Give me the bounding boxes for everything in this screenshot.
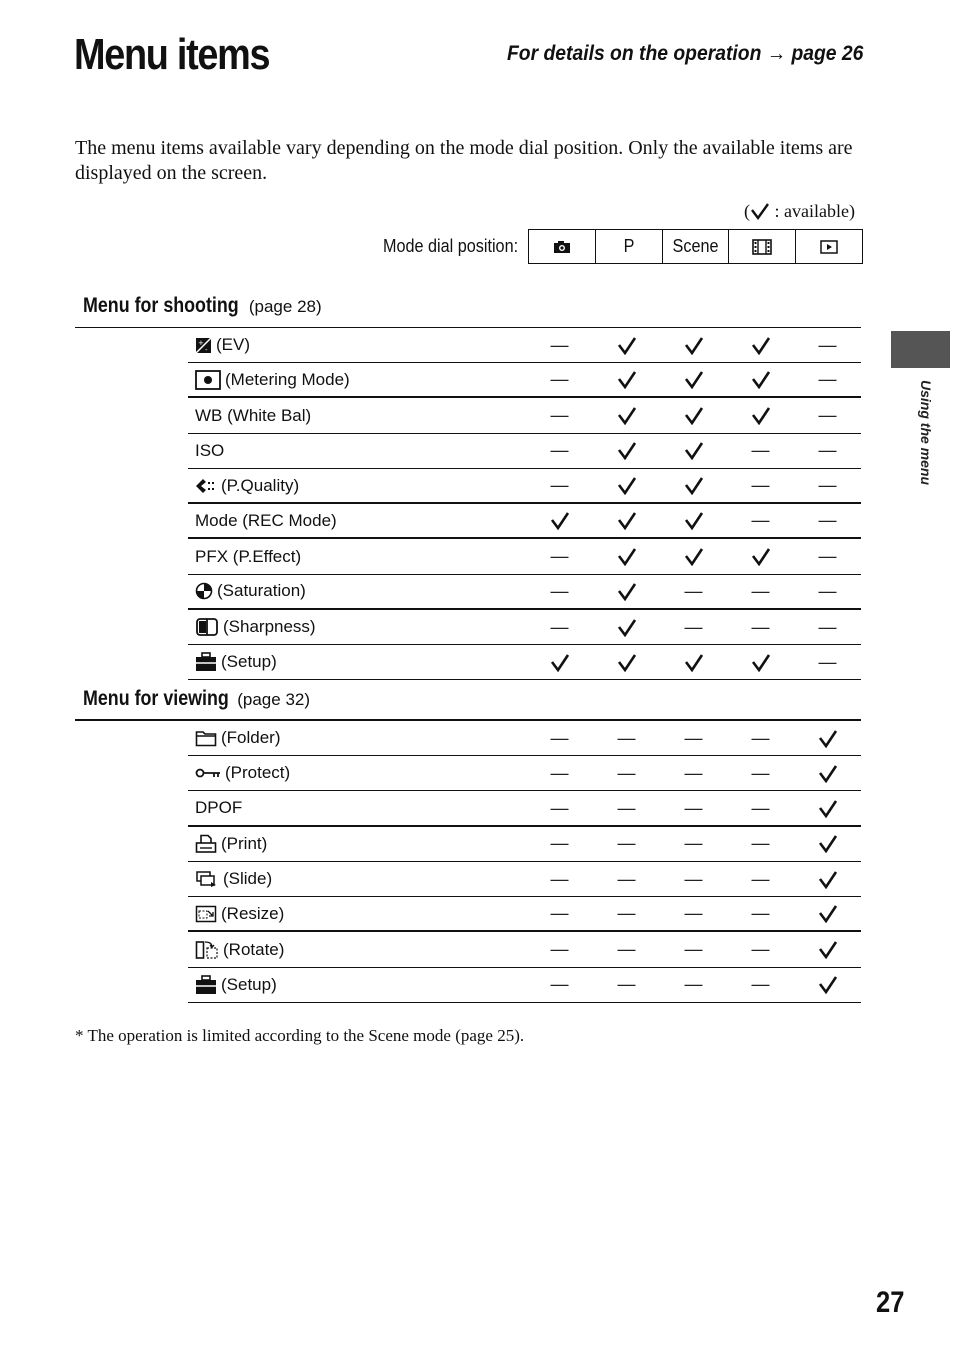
checkmark-icon — [617, 336, 637, 355]
table-row — [188, 328, 861, 363]
menu-item-name — [188, 904, 526, 924]
menu-item-name — [188, 728, 526, 748]
available-check — [727, 406, 794, 425]
unavailable-dash: — — [617, 903, 636, 924]
available-check — [593, 547, 660, 566]
unavailable-dash: — — [751, 580, 770, 601]
details-reference: For details on the operation → page 26 — [506, 42, 863, 65]
unavailable-dash: — — [617, 833, 636, 854]
unavailable-dash: — — [684, 727, 703, 748]
menu-item-label: (Saturation) — [217, 581, 306, 601]
table-row — [188, 792, 861, 827]
checkmark-icon — [617, 406, 637, 425]
table-row — [188, 399, 861, 434]
table-row — [188, 721, 861, 756]
menu-item-label: (Protect) — [225, 763, 291, 783]
available-check — [593, 618, 660, 637]
unavailable-dash: — — [617, 939, 636, 959]
slide-icon — [195, 870, 223, 888]
checkmark-icon — [818, 764, 838, 783]
quality-icon — [195, 477, 221, 495]
checkmark-icon — [617, 582, 637, 601]
protect-key-icon — [195, 767, 225, 779]
mode-position-movie — [728, 230, 795, 263]
available-check — [660, 336, 727, 355]
checkmark-icon — [818, 870, 838, 889]
unavailable-dash: — — [684, 762, 703, 783]
unavailable-dash: — — [751, 475, 770, 495]
unavailable-dash: — — [550, 797, 569, 818]
checkmark-icon — [750, 202, 770, 220]
checkmark-icon — [617, 370, 637, 389]
table-row — [188, 575, 861, 610]
available-check — [593, 441, 660, 460]
unavailable-dash: — — [751, 797, 770, 818]
print-icon — [195, 834, 221, 854]
available-check — [727, 336, 794, 355]
unavailable-dash: — — [550, 475, 569, 495]
unavailable-dash: — — [550, 616, 569, 637]
unavailable-dash: — — [550, 762, 569, 783]
table-row — [188, 827, 861, 862]
unavailable-dash: — — [550, 727, 569, 748]
menu-item-label: (Print) — [221, 833, 268, 853]
section-tab-label: Using the menu — [918, 380, 934, 486]
checkmark-icon — [684, 336, 704, 355]
menu-item-name — [188, 441, 526, 461]
unavailable-dash: — — [550, 369, 569, 390]
available-check — [794, 975, 861, 994]
menu-item-label: (Slide) — [223, 869, 273, 888]
checkmark-icon — [684, 653, 704, 672]
legend-open: ( — [744, 201, 751, 221]
menu-item-name — [188, 476, 526, 496]
menu-item-name — [188, 406, 526, 426]
unavailable-dash: — — [684, 797, 703, 818]
unavailable-dash: — — [550, 974, 569, 995]
setup-toolbox-icon — [195, 975, 221, 995]
viewing-menu-heading — [83, 687, 310, 711]
unavailable-dash: — — [751, 833, 770, 854]
unavailable-dash: — — [818, 334, 837, 355]
table-row — [188, 645, 861, 680]
unavailable-dash: — — [818, 651, 837, 672]
mode-position-auto — [529, 230, 595, 263]
playback-icon — [820, 240, 838, 254]
unavailable-dash: — — [818, 405, 837, 425]
checkmark-icon — [550, 511, 570, 530]
svg-text:+: + — [198, 338, 204, 347]
checkmark-icon — [818, 904, 838, 923]
menu-item-name — [188, 652, 526, 672]
available-check — [660, 547, 727, 566]
checkmark-icon — [751, 547, 771, 566]
unavailable-dash: — — [818, 546, 837, 566]
unavailable-dash: — — [684, 974, 703, 995]
table-row — [188, 756, 861, 791]
unavailable-dash: — — [751, 939, 770, 959]
menu-item-label: ISO — [195, 440, 225, 460]
unavailable-dash: — — [818, 616, 837, 637]
availability-legend — [744, 201, 855, 222]
available-check — [794, 904, 861, 923]
table-row — [188, 610, 861, 645]
available-check — [794, 870, 861, 889]
checkmark-icon — [684, 547, 704, 566]
mode-position-p — [595, 230, 662, 263]
unavailable-dash: — — [617, 974, 636, 995]
legend-text: : available) — [770, 201, 855, 221]
table-row — [188, 434, 861, 469]
checkmark-icon — [684, 441, 704, 460]
unavailable-dash: — — [818, 510, 837, 531]
page-number: 27 — [875, 1286, 904, 1319]
available-check — [794, 834, 861, 853]
menu-item-name — [188, 940, 526, 960]
menu-item-name — [188, 975, 526, 995]
unavailable-dash: — — [550, 440, 569, 461]
unavailable-dash: — — [550, 405, 569, 425]
ev-icon — [195, 337, 216, 354]
menu-item-label: (Rotate) — [223, 939, 285, 959]
menu-item-label: DPOF — [195, 798, 243, 817]
available-check — [660, 653, 727, 672]
available-check — [593, 653, 660, 672]
menu-item-label: (EV) — [216, 335, 250, 354]
svg-text:-: - — [205, 345, 208, 354]
available-check — [593, 582, 660, 601]
checkmark-icon — [818, 834, 838, 853]
checkmark-icon — [684, 406, 704, 425]
available-check — [593, 406, 660, 425]
mode-dial-label: Mode dial position: — [383, 236, 519, 256]
unavailable-dash: — — [684, 939, 703, 959]
available-check — [660, 441, 727, 460]
footnote: * The operation is limited according to the Scene mode (page 25). — [75, 1026, 525, 1045]
table-row — [188, 897, 861, 932]
unavailable-dash: — — [617, 727, 636, 748]
unavailable-dash: — — [684, 868, 703, 889]
unavailable-dash: — — [751, 868, 770, 889]
checkmark-icon — [751, 370, 771, 389]
checkmark-icon — [818, 975, 838, 994]
checkmark-icon — [751, 406, 771, 425]
camera-icon — [553, 240, 571, 254]
unavailable-dash: — — [550, 546, 569, 566]
unavailable-dash: — — [684, 903, 703, 924]
available-check — [593, 476, 660, 495]
movie-film-icon — [752, 239, 772, 255]
checkmark-icon — [818, 799, 838, 818]
unavailable-dash: — — [751, 727, 770, 748]
unavailable-dash: — — [818, 440, 837, 461]
menu-item-name — [188, 370, 526, 390]
menu-item-label: (Setup) — [221, 652, 277, 672]
metering-icon — [195, 370, 225, 390]
menu-item-name — [188, 511, 526, 531]
menu-item-label: (Setup) — [221, 974, 277, 994]
menu-item-label: Mode (REC Mode) — [195, 510, 337, 530]
unavailable-dash: — — [751, 616, 770, 637]
available-check — [794, 799, 861, 818]
unavailable-dash: — — [550, 334, 569, 355]
checkmark-icon — [751, 653, 771, 672]
unavailable-dash: — — [550, 868, 569, 889]
unavailable-dash: — — [818, 580, 837, 601]
unavailable-dash: — — [550, 833, 569, 854]
menu-item-label: (Resize) — [221, 903, 285, 923]
checkmark-icon — [550, 653, 570, 672]
unavailable-dash: — — [751, 762, 770, 783]
unavailable-dash: — — [550, 903, 569, 924]
unavailable-dash: — — [684, 616, 703, 637]
checkmark-icon — [617, 476, 637, 495]
page-title: Menu items — [74, 30, 270, 79]
menu-item-name — [188, 335, 526, 355]
rotate-icon — [195, 940, 223, 960]
checkmark-icon — [617, 547, 637, 566]
available-check — [794, 940, 861, 959]
menu-item-label: (Sharpness) — [223, 617, 316, 636]
checkmark-icon — [617, 511, 637, 530]
unavailable-dash: — — [751, 510, 770, 531]
menu-item-name — [188, 617, 526, 637]
mode-position-playback — [795, 230, 862, 263]
checkmark-icon — [617, 441, 637, 460]
menu-item-label: (P.Quality) — [221, 475, 300, 495]
table-row — [188, 933, 861, 968]
unavailable-dash: — — [684, 833, 703, 854]
folder-icon — [195, 729, 221, 747]
mode-label-p: P — [623, 236, 635, 256]
sharpness-icon — [195, 617, 223, 637]
available-check — [727, 653, 794, 672]
available-check — [593, 336, 660, 355]
unavailable-dash: — — [751, 903, 770, 924]
checkmark-icon — [684, 511, 704, 530]
menu-item-name — [188, 763, 526, 783]
checkmark-icon — [751, 336, 771, 355]
unavailable-dash: — — [617, 762, 636, 783]
resize-icon — [195, 905, 221, 923]
viewing-heading-text: Menu for viewing — [83, 687, 229, 710]
menu-item-name — [188, 581, 526, 601]
setup-toolbox-icon — [195, 652, 221, 672]
menu-item-name — [188, 834, 526, 854]
available-check — [526, 511, 593, 530]
table-row — [188, 469, 861, 504]
unavailable-dash: — — [550, 939, 569, 959]
mode-position-scene — [662, 230, 729, 263]
unavailable-dash: — — [550, 580, 569, 601]
unavailable-dash: — — [617, 868, 636, 889]
available-check — [660, 511, 727, 530]
shooting-menu-heading — [83, 294, 322, 318]
unavailable-dash: — — [684, 580, 703, 601]
table-row — [188, 504, 861, 539]
mode-label-scene: Scene — [672, 236, 719, 256]
available-check — [526, 653, 593, 672]
viewing-page-ref: (page 32) — [232, 690, 311, 709]
unavailable-dash: — — [617, 797, 636, 818]
menu-item-name — [188, 798, 526, 818]
unavailable-dash: — — [818, 369, 837, 390]
available-check — [660, 406, 727, 425]
available-check — [593, 370, 660, 389]
available-check — [727, 370, 794, 389]
menu-item-label: (Metering Mode) — [225, 369, 350, 389]
menu-item-label: (Folder) — [221, 728, 281, 747]
menu-item-name — [188, 547, 526, 567]
available-check — [727, 547, 794, 566]
shooting-heading-text: Menu for shooting — [83, 294, 239, 317]
checkmark-icon — [684, 476, 704, 495]
checkmark-icon — [617, 618, 637, 637]
mode-dial-table — [528, 229, 863, 264]
available-check — [593, 511, 660, 530]
shooting-page-ref: (page 28) — [244, 297, 322, 316]
checkmark-icon — [818, 940, 838, 959]
menu-item-name — [188, 869, 526, 889]
unavailable-dash: — — [751, 974, 770, 995]
menu-item-label: WB (White Bal) — [195, 405, 312, 425]
menu-item-label: PFX (P.Effect) — [195, 546, 302, 566]
intro-paragraph: The menu items available vary depending on the mode dial position. Only the available items are displayed on the screen. — [75, 137, 853, 184]
checkmark-icon — [617, 653, 637, 672]
unavailable-dash: — — [751, 440, 770, 461]
available-check — [794, 729, 861, 748]
table-row — [188, 968, 861, 1003]
table-row — [188, 540, 861, 575]
available-check — [794, 764, 861, 783]
saturation-icon — [195, 582, 217, 600]
section-tab-marker — [891, 331, 950, 368]
unavailable-dash: — — [818, 475, 837, 495]
table-row — [188, 363, 861, 398]
table-row — [188, 862, 861, 897]
checkmark-icon — [818, 729, 838, 748]
checkmark-icon — [684, 370, 704, 389]
available-check — [660, 476, 727, 495]
available-check — [660, 370, 727, 389]
